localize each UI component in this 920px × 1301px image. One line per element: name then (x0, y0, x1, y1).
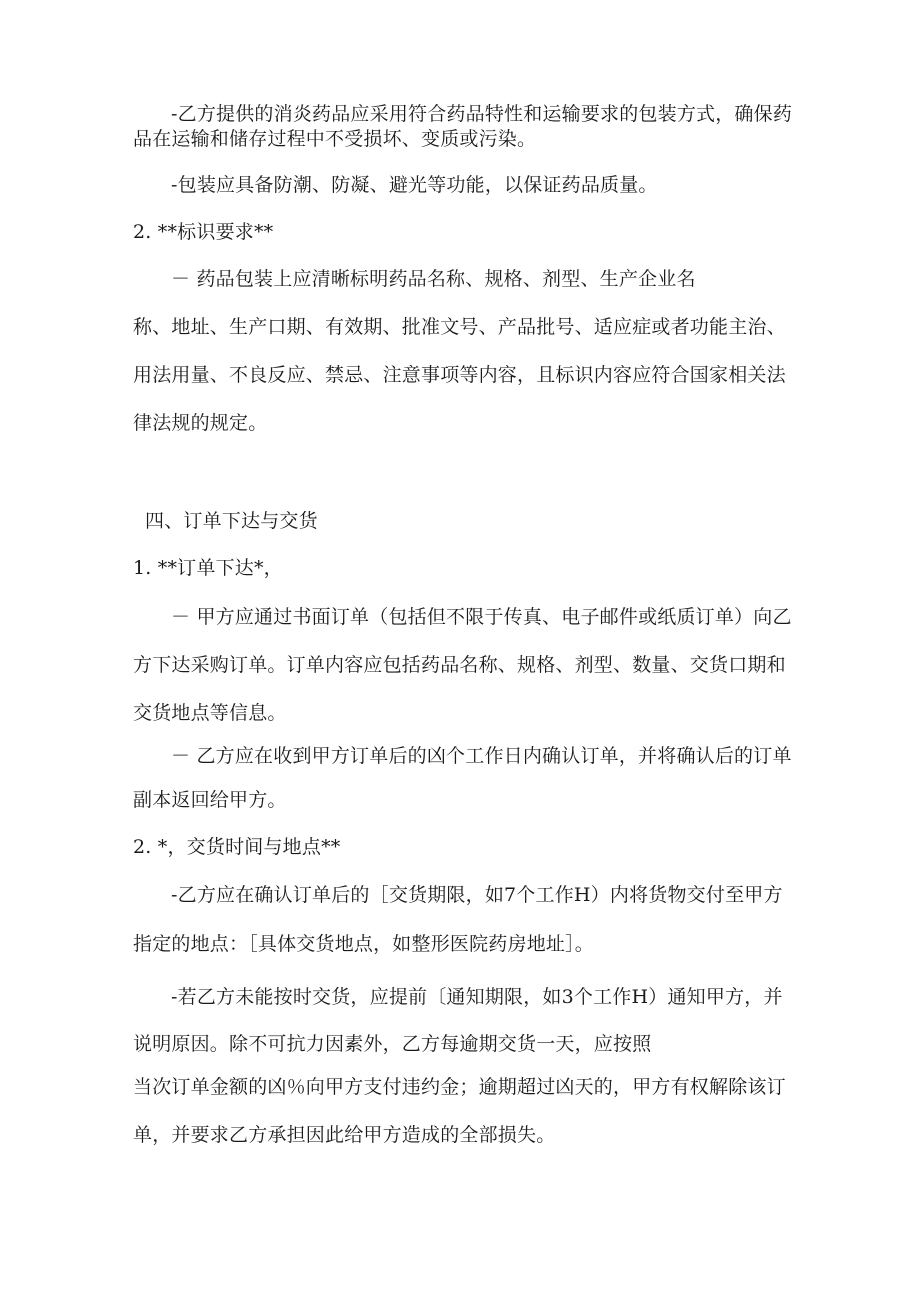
section-heading: 2. *，交货时间与地点** (133, 836, 341, 858)
section-heading: 2. **标识要求** (133, 221, 274, 243)
paragraph-line: 律法规的规定。 (133, 412, 268, 434)
paragraph-line: 方下达采购订单。订单内容应包括药品名称、规格、剂型、数量、交货口期和 (133, 654, 786, 676)
paragraph-line: -乙方应在确认订单后的［交货期限，如7个工作H）内将货物交付至甲方 (171, 884, 783, 906)
paragraph-line: － 甲方应通过书面订单（包括但不限于传真、电子邮件或纸质订单）向乙 (171, 606, 792, 628)
chapter-heading: 四、订单下达与交货 (145, 510, 318, 532)
paragraph-line: － 乙方应在收到甲方订单后的凶个工作日内确认订单，并将确认后的订单 (171, 745, 792, 767)
paragraph-line: 副本返回给甲方。 (133, 789, 287, 811)
paragraph-line: -包装应具备防潮、防凝、避光等功能，以保证药品质量。 (171, 174, 658, 196)
paragraph-line: － 药品包装上应清晰标明药品名称、规格、剂型、生产企业名 (171, 268, 696, 290)
paragraph-line: 指定的地点：［具体交货地点，如整形医院药房地址］。 (133, 933, 595, 955)
paragraph-line: 单，并要求乙方承担因此给甲方造成的全部损失。 (133, 1124, 556, 1146)
paragraph-line: 用法用量、不良反应、禁忌、注意事项等内容，且标识内容应符合国家相关法 (133, 364, 786, 386)
paragraph-line: 交货地点等信息。 (133, 702, 287, 724)
paragraph-line: 说明原因。除不可抗力因素外，乙方每逾期交货一天，应按照 (133, 1033, 652, 1055)
paragraph-line: 称、地址、生产口期、有效期、批准文号、产品批号、适应症或者功能主治、 (133, 316, 786, 338)
paragraph-line: 品在运输和储存过程中不受损坏、变质或污染。 (133, 128, 537, 150)
paragraph-line: 当次订单金额的凶％向甲方支付违约金；逾期超过凶天的，甲方有权解除该订 (133, 1076, 786, 1098)
paragraph-line: -乙方提供的消炎药品应采用符合药品特性和运输要求的包装方式，确保药 (171, 103, 793, 125)
paragraph-line: -若乙方未能按时交货，应提前〔通知期限，如3个工作H）通知甲方，并 (171, 986, 783, 1008)
section-heading: 1. **订单下达*， (133, 557, 283, 579)
